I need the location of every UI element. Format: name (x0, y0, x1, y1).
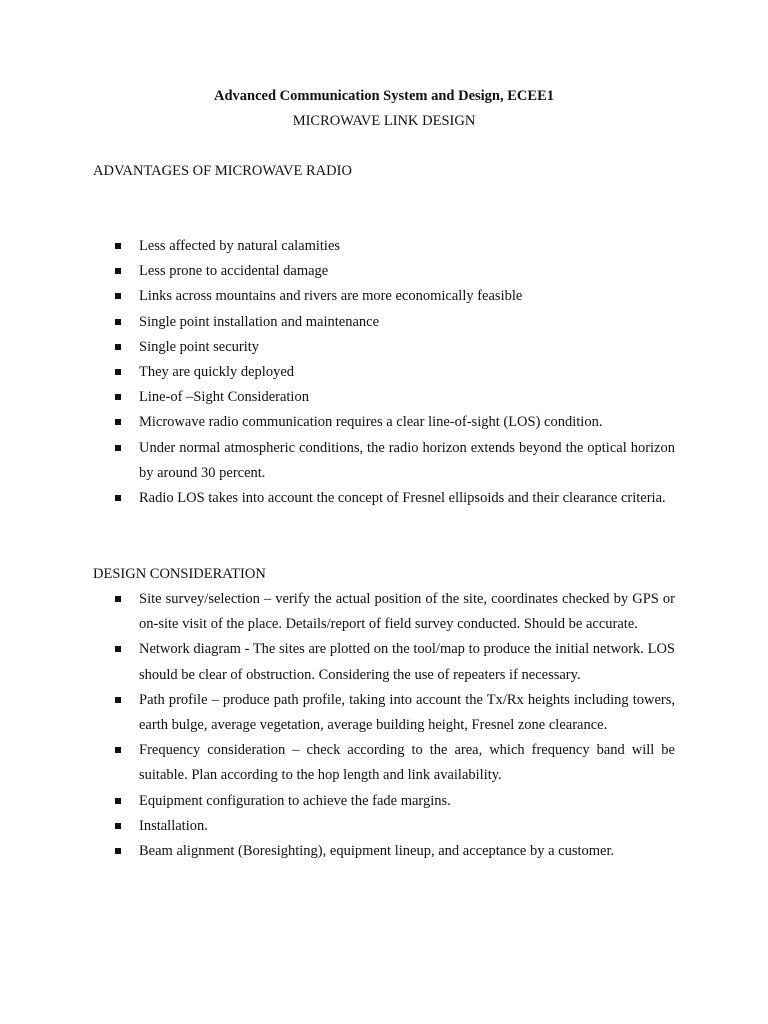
square-bullet-icon (115, 344, 121, 350)
list-item (93, 234, 675, 259)
list-item (93, 310, 675, 335)
advantages-list (93, 234, 675, 511)
list-item (93, 259, 675, 284)
design-heading: DESIGN CONSIDERATION (93, 566, 266, 582)
square-bullet-icon (115, 646, 121, 652)
square-bullet-icon (115, 445, 121, 451)
list-item-text: Microwave radio communication requires a clear line-of-sight (LOS) condition. (139, 414, 603, 431)
square-bullet-icon (115, 293, 121, 299)
list-item (93, 587, 675, 637)
list-item-text: Beam alignment (Boresighting), equipment lineup, and acceptance by a customer. (139, 843, 615, 860)
list-item (93, 637, 675, 687)
list-item-text: Frequency consideration – check according to the area, which frequency band will be suitable. Plan according to the hop length and link availability. (139, 742, 675, 784)
list-item-text: Network diagram - The sites are plotted on the tool/map to produce the initial network. LOS should be clear of obstruction. Considering the use of repeaters if necessary. (139, 641, 675, 683)
list-item-text: Installation. (139, 817, 208, 834)
list-item-text: Under normal atmospheric conditions, the radio horizon extends beyond the optical horizon by around 30 percent. (139, 439, 675, 481)
list-item (93, 360, 675, 385)
list-item (93, 335, 675, 360)
list-item (93, 814, 675, 839)
square-bullet-icon (115, 848, 121, 854)
document-title: Advanced Communication System and Design, ECEE1 (214, 88, 554, 104)
list-item (93, 436, 675, 486)
list-item (93, 789, 675, 814)
list-item (93, 410, 675, 435)
square-bullet-icon (115, 268, 121, 274)
list-item (93, 738, 675, 788)
list-item-text: Radio LOS takes into account the concept of Fresnel ellipsoids and their clearance criteria. (139, 490, 666, 507)
list-item (93, 839, 675, 864)
square-bullet-icon (115, 243, 121, 249)
list-item-text: Path profile – produce path profile, taking into account the Tx/Rx heights including towers, earth bulge, average vegetation, average building height, Fresnel zone clearance. (139, 691, 675, 734)
list-item-text: Equipment configuration to achieve the fade margins. (139, 792, 451, 809)
list-item (93, 284, 675, 309)
square-bullet-icon (115, 823, 121, 829)
list-item-text: They are quickly deployed (139, 364, 295, 381)
square-bullet-icon (115, 319, 121, 325)
list-item-text: Less affected by natural calamities (139, 238, 341, 254)
list-item-text: Single point security (139, 338, 260, 355)
square-bullet-icon (115, 419, 121, 425)
square-bullet-icon (115, 495, 121, 501)
square-bullet-icon (115, 596, 121, 602)
square-bullet-icon (115, 798, 121, 804)
square-bullet-icon (115, 697, 121, 703)
design-list (93, 587, 675, 864)
list-item-text: Single point installation and maintenance (139, 313, 380, 330)
advantages-heading: ADVANTAGES OF MICROWAVE RADIO (93, 163, 352, 179)
square-bullet-icon (115, 747, 121, 753)
list-item (93, 486, 675, 511)
list-item-text: Less prone to accidental damage (139, 263, 329, 280)
list-item-text: Site survey/selection – verify the actual position of the site, coordinates checked by GPS or on-site visit of the place. Details/report of field survey conducted. Should be accurate. (139, 591, 675, 633)
square-bullet-icon (115, 369, 121, 375)
list-item-text: Line-of –Sight Consideration (139, 389, 309, 406)
square-bullet-icon (115, 394, 121, 400)
list-item-text: Links across mountains and rivers are more economically feasible (139, 288, 523, 305)
document-subtitle: MICROWAVE LINK DESIGN (292, 113, 476, 129)
list-item (93, 385, 675, 410)
list-item (93, 688, 675, 738)
